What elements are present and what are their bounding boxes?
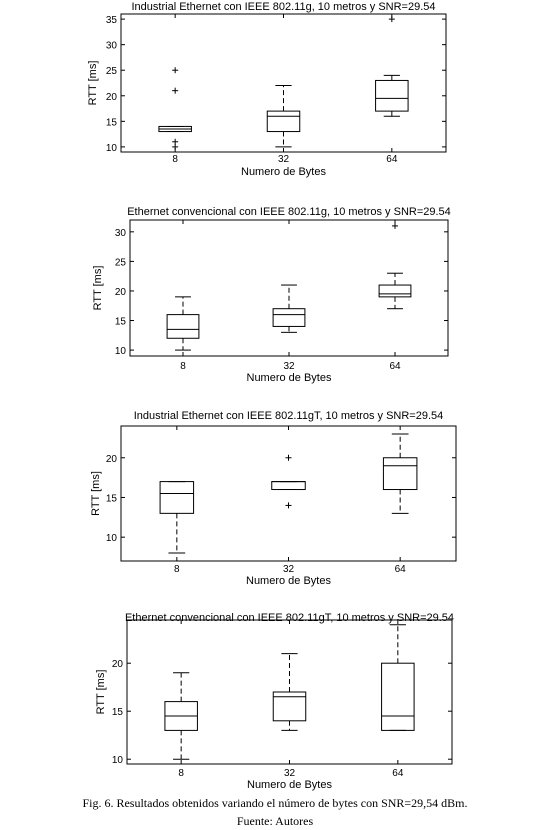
- box-8: [165, 673, 198, 759]
- chart-title: Industrial Ethernet con IEEE 802.11gT, 10 metros y SNR=29.54: [133, 410, 444, 422]
- box-iqr: [167, 315, 199, 339]
- x-tick-label: 8: [172, 154, 178, 165]
- boxplot-chart-4: [0, 606, 550, 794]
- y-tick-label: 10: [105, 533, 117, 545]
- box-iqr: [160, 482, 194, 514]
- box-64: [376, 16, 409, 116]
- y-axis-label: RTT [ms]: [95, 669, 107, 715]
- outlier-marker: [172, 67, 178, 73]
- caption-title: Fig. 6. Resultados obtenidos variando el número de bytes con SNR=29,54 dBm.: [82, 796, 468, 810]
- chart-4-svg: [0, 606, 550, 794]
- box-8: [167, 297, 199, 350]
- y-tick-label: 15: [111, 707, 123, 719]
- y-tick-label: 30: [105, 40, 117, 52]
- box-iqr: [267, 111, 300, 131]
- box-64: [383, 434, 417, 513]
- y-tick-label: 15: [105, 117, 117, 129]
- box-iqr: [382, 663, 415, 730]
- box-8: [159, 67, 192, 150]
- y-tick-label: 20: [105, 91, 117, 103]
- y-tick-label: 15: [114, 316, 126, 328]
- y-tick-label: 25: [114, 257, 126, 269]
- x-tick-label: 8: [178, 768, 184, 779]
- outlier-marker: [286, 455, 292, 461]
- outlier-marker: [172, 88, 178, 94]
- chart-2-svg: [0, 200, 550, 386]
- x-axis-label: Numero de Bytes: [241, 166, 326, 178]
- x-tick-label: 8: [174, 564, 180, 575]
- x-tick-label: 64: [386, 154, 398, 165]
- boxplot-chart-1: [0, 0, 550, 182]
- x-tick-label: 32: [282, 564, 295, 575]
- box-iqr: [376, 80, 409, 111]
- outlier-marker: [172, 144, 178, 150]
- figure-caption: [0, 794, 550, 830]
- y-axis-label: RTT [ms]: [87, 60, 99, 106]
- box-64: [382, 625, 415, 731]
- chart-title: Ethernet convencional con IEEE 802.11gT, 10 metros y SNR=29.54: [124, 612, 455, 624]
- box-32: [267, 86, 300, 147]
- chart-1-svg: [0, 0, 550, 182]
- box-64: [379, 223, 411, 309]
- y-tick-label: 20: [111, 659, 123, 671]
- x-axis-label: Numero de Bytes: [246, 575, 331, 587]
- box-iqr: [379, 285, 411, 297]
- x-tick-label: 32: [283, 361, 295, 372]
- x-tick-label: 64: [392, 768, 404, 779]
- x-tick-label: 64: [394, 564, 406, 575]
- box-iqr: [273, 309, 305, 327]
- chart-title: Industrial Ethernet con IEEE 802.11g, 10 metros y SNR=29.54: [131, 1, 436, 13]
- box-32: [273, 654, 306, 731]
- boxplot-chart-3: [0, 404, 550, 589]
- y-tick-label: 35: [105, 15, 117, 27]
- outlier-marker: [392, 223, 398, 229]
- chart-title: Ethernet convencional con IEEE 802.11g, 10 metros y SNR=29.54: [127, 206, 451, 218]
- outlier-marker: [172, 139, 178, 145]
- y-axis-label: RTT [ms]: [90, 471, 102, 516]
- y-tick-label: 10: [111, 755, 123, 767]
- outlier-marker: [389, 16, 395, 22]
- x-tick-label: 32: [283, 768, 296, 779]
- y-tick-label: 25: [105, 66, 117, 78]
- box-iqr: [383, 458, 417, 490]
- y-tick-label: 10: [114, 346, 126, 358]
- y-tick-label: 20: [114, 286, 126, 298]
- box-iqr: [272, 482, 306, 490]
- box-8: [160, 482, 194, 553]
- y-tick-label: 10: [105, 142, 117, 154]
- y-axis-label: RTT [ms]: [92, 265, 104, 311]
- box-32: [273, 285, 305, 332]
- y-tick-label: 15: [105, 493, 117, 505]
- outlier-marker: [286, 502, 292, 508]
- chart-3-svg: [0, 404, 550, 589]
- boxplot-chart-2: [0, 200, 550, 386]
- x-axis-label: Numero de Bytes: [246, 372, 332, 384]
- y-tick-label: 20: [105, 453, 117, 465]
- caption-source: Fuente: Autores: [236, 814, 314, 828]
- x-tick-label: 32: [277, 154, 290, 165]
- x-tick-label: 64: [389, 361, 401, 372]
- x-axis-label: Numero de Bytes: [247, 779, 332, 791]
- y-tick-label: 30: [114, 227, 126, 239]
- box-32: [272, 455, 306, 509]
- x-tick-label: 8: [180, 361, 186, 372]
